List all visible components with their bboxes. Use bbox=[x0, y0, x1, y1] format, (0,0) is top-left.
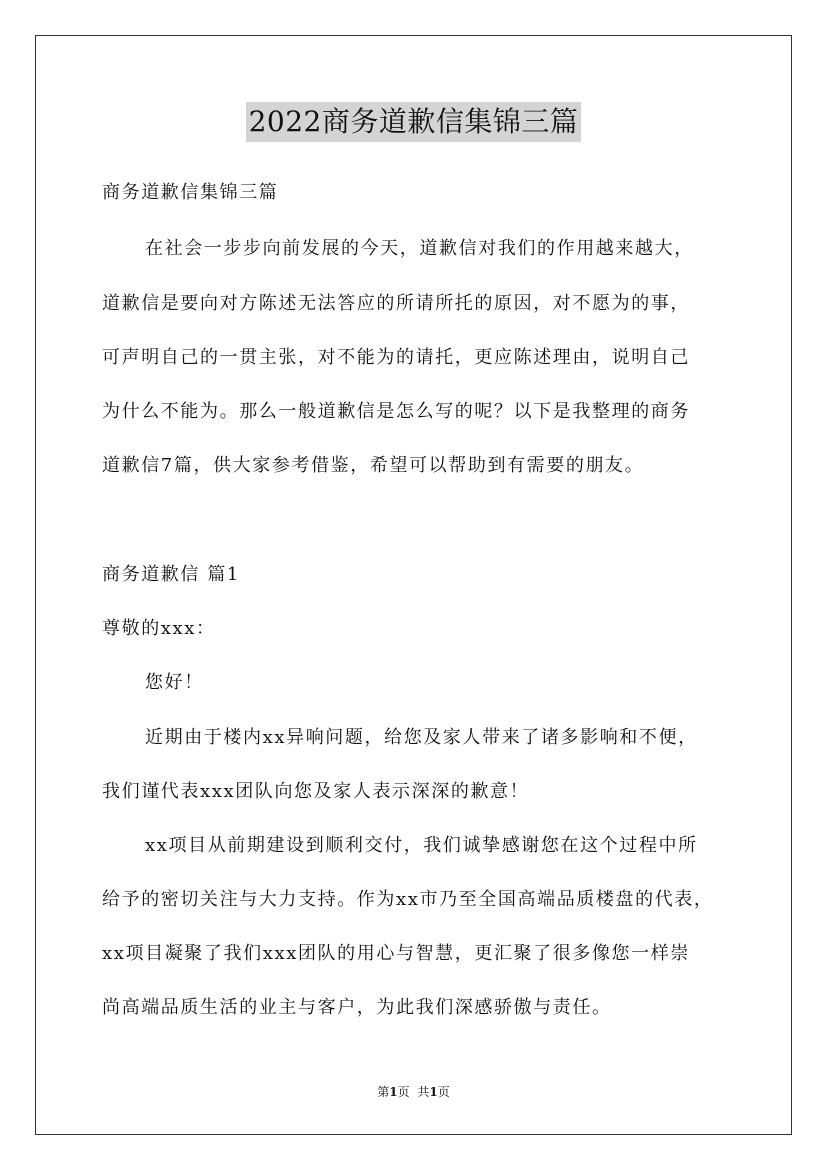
footer-page-prefix: 第 bbox=[377, 1085, 390, 1099]
greeting: 您好！ bbox=[145, 672, 204, 693]
footer-page-number: 1 bbox=[389, 1085, 398, 1099]
page-footer bbox=[0, 1084, 827, 1100]
intro-line: 道歉信7篇，供大家参考借鉴，希望可以帮助到有需要的朋友。 bbox=[102, 455, 645, 476]
intro-line: 可声明自己的一贯主张，对不能为的请托，更应陈述理由，说明自己 bbox=[102, 347, 690, 368]
paragraph-line: xx项目从前期建设到顺利交付，我们诚挚感谢您在这个过程中所 bbox=[145, 835, 698, 856]
title-block bbox=[0, 102, 827, 142]
intro-line: 在社会一步步向前发展的今天，道歉信对我们的作用越来越大， bbox=[145, 238, 694, 259]
paragraph-line: 近期由于楼内xx异响问题，给您及家人带来了诸多影响和不便， bbox=[145, 727, 698, 748]
document-subtitle: 商务道歉信集锦三篇 bbox=[102, 182, 279, 203]
document-title: 2022商务道歉信集锦三篇 bbox=[246, 102, 582, 142]
paragraph-line: xx项目凝聚了我们xxx团队的用心与智慧，更汇聚了很多像您一样崇 bbox=[102, 943, 690, 964]
intro-line: 为什么不能为。那么一般道歉信是怎么写的呢？以下是我整理的商务 bbox=[102, 401, 690, 422]
footer-page-suffix: 页 bbox=[397, 1085, 410, 1099]
footer-total-number: 1 bbox=[429, 1085, 438, 1099]
footer-total-suffix: 页 bbox=[437, 1085, 450, 1099]
footer-total-prefix: 共 bbox=[417, 1085, 430, 1099]
paragraph-line: 给予的密切关注与大力支持。作为xx市乃至全国高端品质楼盘的代表， bbox=[102, 889, 714, 910]
paragraph-line: 尚高端品质生活的业主与客户，为此我们深感骄傲与责任。 bbox=[102, 997, 612, 1018]
intro-line: 道歉信是要向对方陈述无法答应的所请所托的原因，对不愿为的事， bbox=[102, 293, 690, 314]
section-heading: 商务道歉信 篇1 bbox=[102, 564, 240, 585]
salutation: 尊敬的xxx： bbox=[102, 618, 216, 639]
paragraph-line: 我们谨代表xxx团队向您及家人表示深深的歉意！ bbox=[102, 781, 530, 802]
